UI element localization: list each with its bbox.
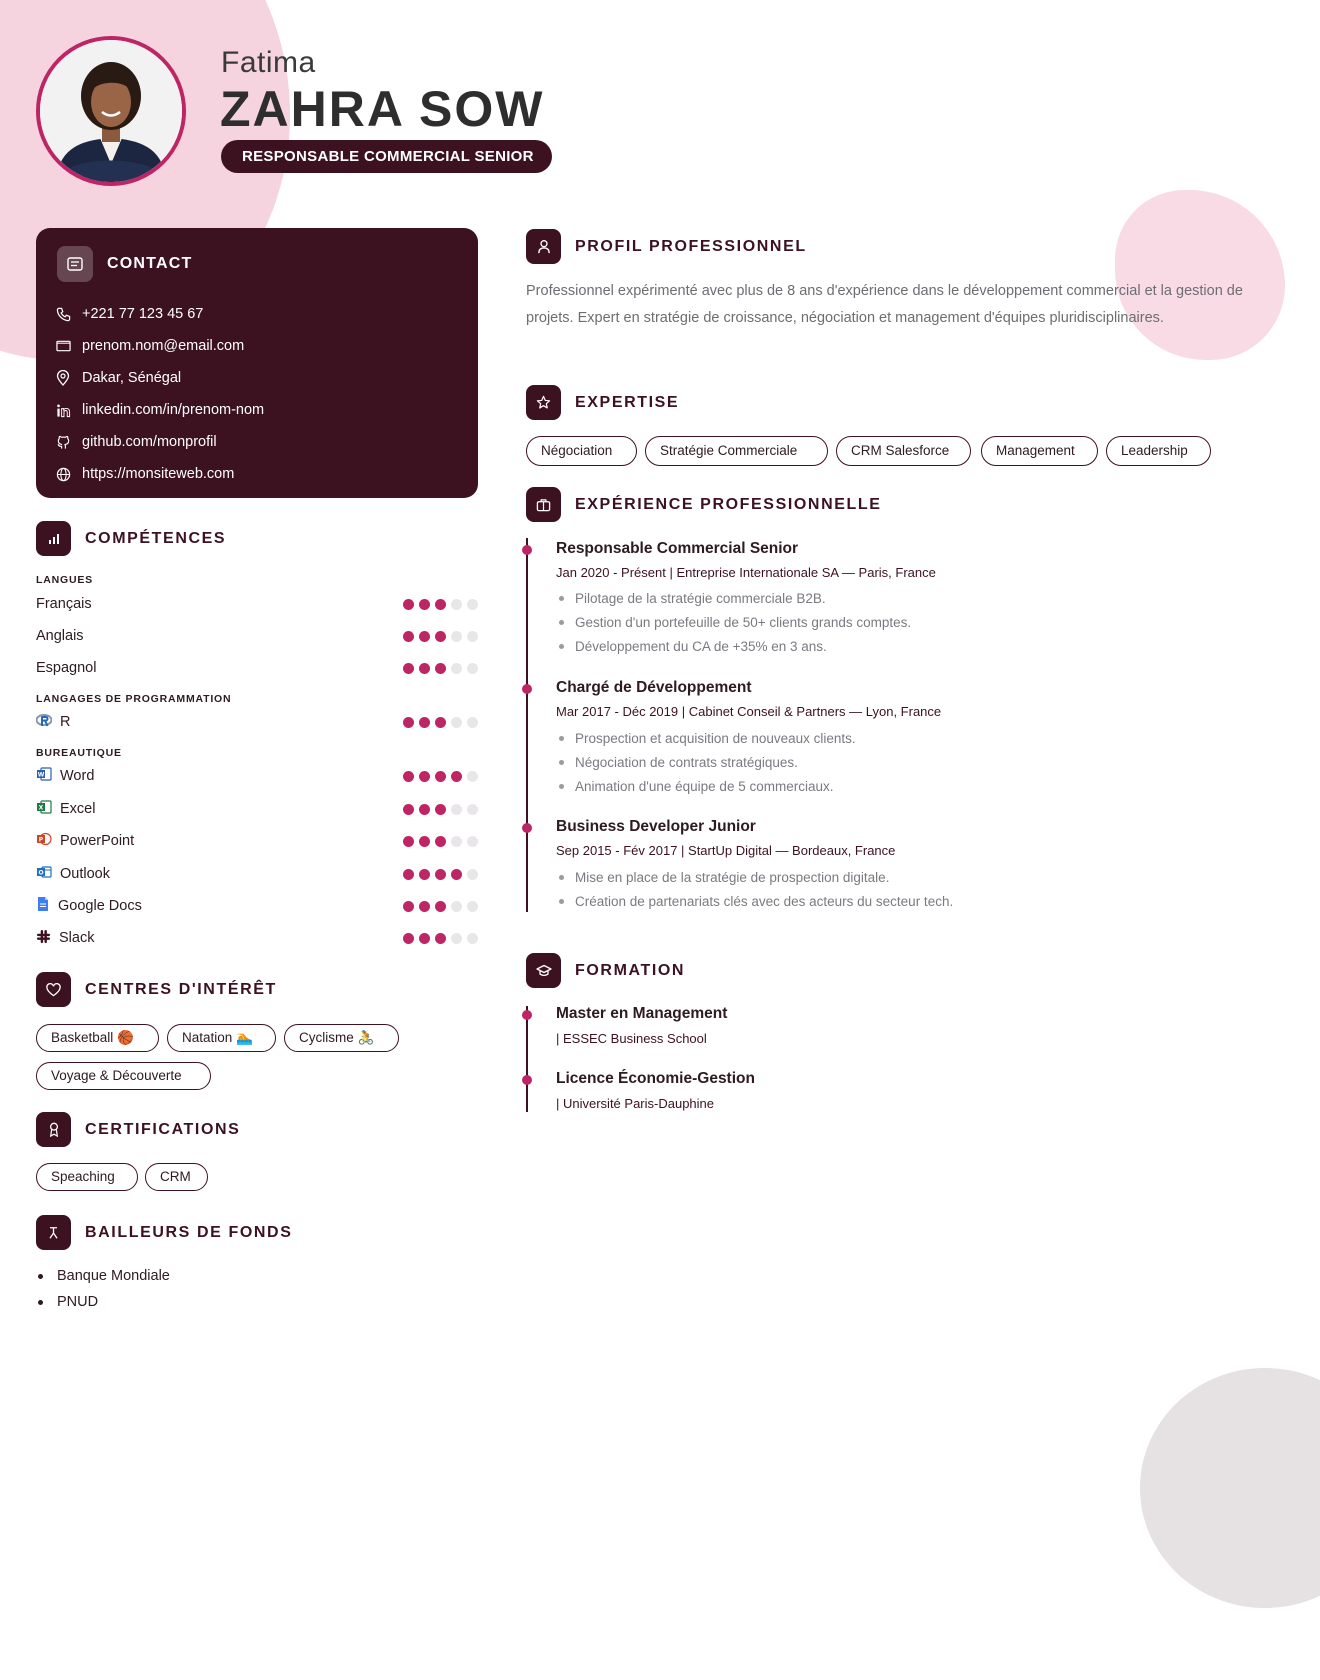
skill-row-slack: Slack <box>36 926 478 950</box>
job-meta: Sep 2015 - Fév 2017 | StartUp Digital — Bordeaux, France <box>556 843 896 858</box>
funders-list <box>36 1263 170 1315</box>
skill-dot <box>467 771 478 782</box>
powerpoint-icon <box>36 832 52 850</box>
skill-row-french: Français <box>36 592 478 616</box>
contact-list <box>56 298 264 490</box>
expertise-tag: Négociation <box>526 436 637 466</box>
email-icon <box>56 340 82 352</box>
skill-row-spanish: Espagnol <box>36 656 478 680</box>
skill-row-word: W Word <box>36 764 478 788</box>
last-name: ZAHRA SOW <box>220 81 545 137</box>
skill-dot <box>419 631 430 642</box>
job-title-badge: RESPONSABLE COMMERCIAL SENIOR <box>221 140 552 173</box>
list-item: Négociation de contrats stratégiques. <box>556 750 856 774</box>
skill-level-dots <box>403 663 478 674</box>
contact-linkedin[interactable]: linkedin.com/in/prenom-nom <box>56 394 264 426</box>
certification-tag: CRM <box>145 1163 208 1191</box>
skill-row-powerpoint: P PowerPoint <box>36 829 478 853</box>
contact-location: Dakar, Sénégal <box>56 362 264 394</box>
skill-dot <box>467 663 478 674</box>
first-name: Fatima <box>221 46 316 79</box>
user-icon <box>526 229 561 264</box>
contact-title: CONTACT <box>107 255 193 272</box>
skill-level-dots <box>403 717 478 728</box>
skill-dot <box>419 771 430 782</box>
education-timeline <box>526 1006 528 1112</box>
skill-dot <box>451 901 462 912</box>
office-subheading: BUREAUTIQUE <box>36 747 122 759</box>
hand-holding-icon <box>36 1215 71 1250</box>
skill-dot <box>403 836 414 847</box>
skill-dot <box>467 836 478 847</box>
heart-icon <box>36 972 71 1007</box>
job-bullets <box>556 726 856 798</box>
slack-icon <box>36 929 51 948</box>
contact-github[interactable]: github.com/monprofil <box>56 426 264 458</box>
skill-dot <box>451 836 462 847</box>
certifications-title: CERTIFICATIONS <box>85 1120 241 1138</box>
skill-row-excel: X Excel <box>36 797 478 821</box>
skill-dot <box>451 933 462 944</box>
skill-level-dots <box>403 901 478 912</box>
certifications-section-header <box>36 1112 240 1147</box>
skill-dot <box>467 804 478 815</box>
linkedin-icon <box>56 403 82 418</box>
skill-dot <box>419 836 430 847</box>
skill-dot <box>403 771 414 782</box>
job-bullets <box>556 865 953 913</box>
job-meta: Mar 2017 - Déc 2019 | Cabinet Conseil & Partners — Lyon, France <box>556 704 942 719</box>
skill-dot <box>403 663 414 674</box>
expertise-title: EXPERTISE <box>575 393 680 411</box>
timeline-dot <box>522 545 532 555</box>
programming-subheading: LANGAGES DE PROGRAMMATION <box>36 693 232 705</box>
svg-text:P: P <box>38 836 44 844</box>
contact-card <box>36 228 478 498</box>
skill-dot <box>435 901 446 912</box>
expertise-tag: Management <box>981 436 1098 466</box>
interest-tag: Natation 🏊 <box>167 1024 276 1052</box>
list-item: PNUD <box>36 1289 170 1315</box>
expertise-tag: Stratégie Commerciale <box>645 436 828 466</box>
experience-title: EXPÉRIENCE PROFESSIONNELLE <box>575 495 882 513</box>
timeline-dot <box>522 823 532 833</box>
skill-dot <box>467 599 478 610</box>
timeline-dot <box>522 684 532 694</box>
interests-section-header <box>36 972 277 1007</box>
google-docs-icon <box>36 896 50 916</box>
skill-row-english: Anglais <box>36 624 478 648</box>
job-meta: Jan 2020 - Présent | Entreprise Internationale SA — Paris, France <box>556 565 936 580</box>
interest-tag: Cyclisme 🚴 <box>284 1024 399 1052</box>
skill-dot <box>451 631 462 642</box>
contact-phone[interactable]: +221 77 123 45 67 <box>56 298 264 330</box>
skill-dot <box>435 771 446 782</box>
outlook-icon <box>36 865 52 883</box>
skill-dot <box>435 869 446 880</box>
globe-icon <box>56 467 82 482</box>
job-bullets <box>556 586 911 658</box>
funders-section-header <box>36 1215 292 1250</box>
id-card-icon <box>57 246 93 282</box>
skill-level-dots <box>403 869 478 880</box>
skill-dot <box>467 869 478 880</box>
star-icon <box>526 385 561 420</box>
job-title: Chargé de Développement <box>556 679 752 696</box>
profile-summary: Professionnel expérimenté avec plus de 8 ans d'expérience dans le développement commercial et la gestion de projets. Expert en stratégie de croissance, négociation et management d'équipes pluridisciplinaires. <box>526 283 1243 326</box>
skill-level-dots <box>403 804 478 815</box>
location-pin-icon <box>56 370 82 386</box>
skill-level-dots <box>403 836 478 847</box>
skill-dot <box>403 599 414 610</box>
skill-dot <box>403 933 414 944</box>
education-section-header <box>526 953 685 988</box>
skill-dot <box>435 836 446 847</box>
skill-dot <box>403 631 414 642</box>
list-item: Pilotage de la stratégie commerciale B2B. <box>556 586 911 610</box>
skill-dot <box>451 663 462 674</box>
svg-text:X: X <box>38 804 44 812</box>
skill-dot <box>419 901 430 912</box>
svg-text:W: W <box>37 771 45 779</box>
graduation-cap-icon <box>526 953 561 988</box>
word-icon <box>36 767 52 785</box>
degree-school: | Université Paris-Dauphine <box>556 1096 714 1111</box>
phone-icon <box>56 307 82 322</box>
skill-dot <box>467 933 478 944</box>
skill-level-dots <box>403 933 478 944</box>
languages-subheading: LANGUES <box>36 574 93 586</box>
skill-dot <box>419 933 430 944</box>
profile-section-header <box>526 229 807 264</box>
skill-dot <box>451 717 462 728</box>
github-icon <box>56 435 82 450</box>
skill-dot <box>467 717 478 728</box>
skill-dot <box>435 631 446 642</box>
list-item: Création de partenariats clés avec des acteurs du secteur tech. <box>556 889 953 913</box>
skill-dot <box>419 663 430 674</box>
skill-dot <box>451 771 462 782</box>
skills-section-header <box>36 521 226 556</box>
skill-level-dots <box>403 599 478 610</box>
skill-dot <box>467 631 478 642</box>
skill-dot <box>451 869 462 880</box>
excel-icon <box>36 800 52 818</box>
background-blob-bottom-right <box>1140 1368 1320 1608</box>
avatar <box>36 36 186 186</box>
list-item: Développement du CA de +35% en 3 ans. <box>556 634 911 658</box>
degree-school: | ESSEC Business School <box>556 1031 707 1046</box>
interest-tag: Voyage & Découverte <box>36 1062 211 1090</box>
skill-dot <box>435 663 446 674</box>
expertise-section-header <box>526 385 679 420</box>
list-item: Prospection et acquisition de nouveaux clients. <box>556 726 856 750</box>
list-item: Banque Mondiale <box>36 1263 170 1289</box>
skill-dot <box>435 717 446 728</box>
skill-dot <box>467 901 478 912</box>
skill-dot <box>451 599 462 610</box>
skill-dot <box>403 901 414 912</box>
skill-dot <box>419 717 430 728</box>
expertise-tag: CRM Salesforce <box>836 436 971 466</box>
skill-dot <box>403 869 414 880</box>
skill-dot <box>435 804 446 815</box>
skill-dot <box>435 599 446 610</box>
skill-row-r: R <box>36 710 478 734</box>
degree-title: Master en Management <box>556 1005 728 1022</box>
degree-title: Licence Économie-Gestion <box>556 1070 755 1087</box>
timeline-dot <box>522 1010 532 1020</box>
timeline-dot <box>522 1075 532 1085</box>
expertise-tag: Leadership <box>1106 436 1211 466</box>
r-language-icon <box>36 714 52 731</box>
skill-level-dots <box>403 771 478 782</box>
experience-timeline <box>526 538 528 912</box>
skill-row-outlook: O Outlook <box>36 862 478 886</box>
skill-dot <box>403 804 414 815</box>
contact-email[interactable]: prenom.nom@email.com <box>56 330 264 362</box>
job-title: Business Developer Junior <box>556 818 756 835</box>
skill-dot <box>435 933 446 944</box>
skill-dot <box>419 804 430 815</box>
svg-text:O: O <box>38 869 44 877</box>
education-title: FORMATION <box>575 961 686 979</box>
skill-dot <box>419 869 430 880</box>
certification-tag: Speaching <box>36 1163 138 1191</box>
interest-tag: Basketball 🏀 <box>36 1024 159 1052</box>
skills-title: COMPÉTENCES <box>85 529 227 547</box>
interests-title: CENTRES D'INTÉRÊT <box>85 980 277 998</box>
contact-website[interactable]: https://monsiteweb.com <box>56 458 264 490</box>
list-item: Mise en place de la stratégie de prospection digitale. <box>556 865 953 889</box>
job-title: Responsable Commercial Senior <box>556 540 799 557</box>
funders-title: BAILLEURS DE FONDS <box>85 1223 293 1241</box>
profile-title: PROFIL PROFESSIONNEL <box>575 237 807 255</box>
skill-dot <box>419 599 430 610</box>
list-item: Animation d'une équipe de 5 commerciaux. <box>556 774 856 798</box>
bar-chart-icon <box>36 521 71 556</box>
list-item: Gestion d'un portefeuille de 50+ clients grands comptes. <box>556 610 911 634</box>
award-ribbon-icon <box>36 1112 71 1147</box>
skill-dot <box>403 717 414 728</box>
experience-section-header <box>526 487 882 522</box>
skill-dot <box>451 804 462 815</box>
skill-row-google-docs: Google Docs <box>36 894 478 918</box>
skill-level-dots <box>403 631 478 642</box>
background-blob-right <box>1115 190 1285 360</box>
briefcase-icon <box>526 487 561 522</box>
